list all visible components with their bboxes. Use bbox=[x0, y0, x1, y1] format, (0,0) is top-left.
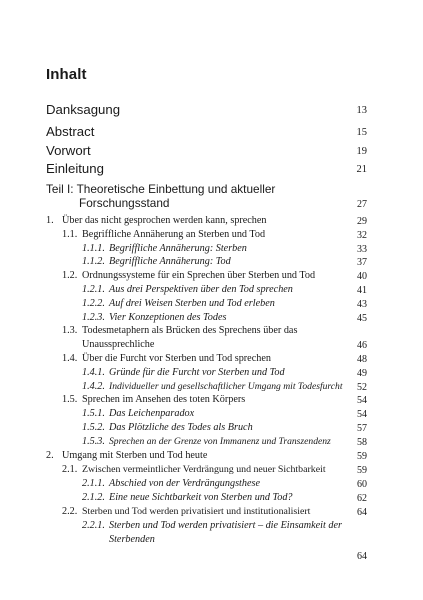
toc-entry-number: 2.1. bbox=[62, 464, 78, 475]
toc-entry-title: Begriffliche Annäherung: Tod bbox=[109, 256, 231, 267]
toc-entry-page: 59 bbox=[357, 465, 367, 476]
toc-entry-number: 2.1.1. bbox=[82, 478, 105, 489]
toc-entry-title: Gründe für die Furcht vor Sterben und Tod bbox=[109, 367, 285, 378]
toc-entry-title: Sterben und Tod werden privatisiert und institutionalisiert bbox=[82, 506, 311, 517]
toc-entry-title: Auf drei Weisen Sterben und Tod erleben bbox=[109, 298, 275, 309]
toc-entry-page: 62 bbox=[357, 493, 367, 504]
toc-entry-title: Individueller und gesellschaftlicher Umgang mit Todesfurcht bbox=[109, 381, 343, 392]
toc-entry-page: 41 bbox=[357, 285, 367, 296]
toc-entry-number: 1.5.1. bbox=[82, 408, 105, 419]
toc-entry-title-cont: Unaussprechliche bbox=[82, 339, 155, 350]
toc-entry-page: 40 bbox=[357, 271, 367, 282]
toc-entry-page: 13 bbox=[356, 105, 367, 116]
toc-entry-title: Eine neue Sichtbarkeit von Sterben und Tod? bbox=[109, 492, 293, 503]
toc-heading: Inhalt bbox=[46, 66, 87, 83]
toc-entry-title: Einleitung bbox=[46, 161, 104, 176]
toc-entry-page: 58 bbox=[357, 437, 367, 448]
toc-entry-title: Über das nicht gesprochen werden kann, sprechen bbox=[62, 215, 267, 226]
toc-entry-number: 1.1.1. bbox=[82, 243, 105, 254]
toc-entry-page: 15 bbox=[356, 127, 367, 138]
toc-entry-page: 27 bbox=[357, 199, 367, 210]
toc-entry-title-cont: Forschungsstand bbox=[79, 196, 170, 210]
toc-entry-page: 64 bbox=[357, 551, 367, 562]
toc-entry-number: 2.2. bbox=[62, 506, 78, 517]
toc-entry-number: 1.2.1. bbox=[82, 284, 105, 295]
toc-entry-title: Aus drei Perspektiven über den Tod sprechen bbox=[109, 284, 293, 295]
toc-entry-title: Sterben und Tod werden privatisiert – die Einsamkeit der bbox=[109, 520, 342, 531]
toc-entry-page: 60 bbox=[357, 479, 367, 490]
toc-entry-page: 19 bbox=[356, 146, 367, 157]
toc-entry-number: 1.2.3. bbox=[82, 312, 105, 323]
toc-entry-page: 29 bbox=[357, 216, 367, 227]
toc-entry-number: 1.4.2. bbox=[82, 381, 105, 392]
toc-entry-page: 64 bbox=[357, 507, 367, 518]
toc-entry-number: 1.5.3. bbox=[82, 436, 105, 447]
toc-entry-number: 1.4.1. bbox=[82, 367, 105, 378]
toc-entry-page: 33 bbox=[357, 244, 367, 255]
toc-entry-title: Zwischen vermeintlicher Verdrängung und neuer Sichtbarkeit bbox=[82, 464, 326, 475]
toc-entry-title: Umgang mit Sterben und Tod heute bbox=[62, 450, 208, 461]
toc-entry-title: Sprechen im Ansehen des toten Körpers bbox=[82, 394, 246, 405]
toc-entry-title-cont: Sterbenden bbox=[109, 534, 155, 545]
toc-entry-number: 1. bbox=[46, 215, 54, 226]
toc-entry-title: Ordnungssysteme für ein Sprechen über Sterben und Tod bbox=[82, 270, 316, 281]
toc-entry-page: 45 bbox=[357, 313, 367, 324]
toc-entry-title: Vorwort bbox=[46, 143, 91, 158]
toc-entry-page: 21 bbox=[356, 164, 367, 175]
toc-entry-number: 1.2. bbox=[62, 270, 78, 281]
toc-entry-title: Abschied von der Verdrängungsthese bbox=[109, 478, 260, 489]
toc-entry-title: Begriffliche Annäherung: Sterben bbox=[109, 243, 247, 254]
toc-entry-title: Begriffliche Annäherung an Sterben und Tod bbox=[82, 229, 266, 240]
toc-entry-page: 48 bbox=[357, 354, 367, 365]
toc-entry-title: Das Plötzliche des Todes als Bruch bbox=[109, 422, 253, 433]
toc-entry-title: Sprechen an der Grenze von Immanenz und Transzendenz bbox=[109, 436, 331, 447]
toc-entry-number: 1.1.2. bbox=[82, 256, 105, 267]
toc-entry-page: 59 bbox=[357, 451, 367, 462]
toc-entry-number: 2.2.1. bbox=[82, 520, 105, 531]
toc-entry-title: Todesmetaphern als Brücken des Sprechens über das bbox=[82, 325, 298, 336]
toc-entry-title: Abstract bbox=[46, 124, 95, 139]
toc-entry-page: 37 bbox=[357, 257, 367, 268]
toc-entry-title: Über die Furcht vor Sterben und Tod sprechen bbox=[82, 353, 271, 364]
toc-entry-number: 1.4. bbox=[62, 353, 78, 364]
toc-entry-title: Teil I: Theoretische Einbettung und aktueller bbox=[46, 182, 276, 196]
toc-entry-page: 46 bbox=[357, 340, 367, 351]
toc-entry-title: Vier Konzeptionen des Todes bbox=[109, 312, 227, 323]
toc-entry-title: Danksagung bbox=[46, 102, 121, 117]
toc-entry-number: 2. bbox=[46, 450, 54, 461]
toc-entry-page: 43 bbox=[357, 299, 367, 310]
toc-entry-page: 49 bbox=[357, 368, 367, 379]
toc-entry-page: 52 bbox=[357, 382, 367, 393]
toc-entry-page: 54 bbox=[357, 395, 367, 406]
toc-entry-page: 32 bbox=[357, 230, 367, 241]
toc-entry-number: 1.2.2. bbox=[82, 298, 105, 309]
toc-entry-number: 1.3. bbox=[62, 325, 78, 336]
toc-entry-page: 54 bbox=[357, 409, 367, 420]
toc-entry-number: 1.5. bbox=[62, 394, 78, 405]
toc-entry-number: 2.1.2. bbox=[82, 492, 105, 503]
toc-entry-page: 57 bbox=[357, 423, 367, 434]
toc-entry-number: 1.5.2. bbox=[82, 422, 105, 433]
toc-entry-number: 1.1. bbox=[62, 229, 78, 240]
toc-entry-title: Das Leichenparadox bbox=[109, 408, 195, 419]
